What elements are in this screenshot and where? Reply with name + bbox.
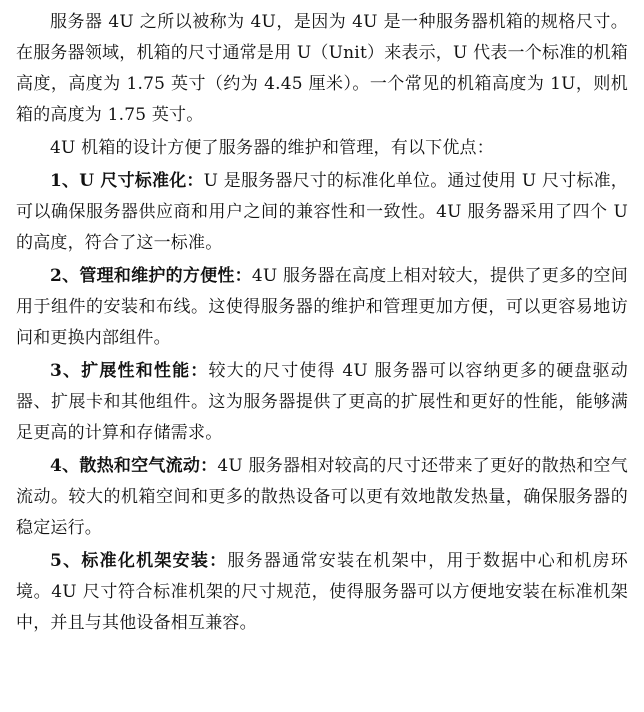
lead-paragraph: 4U 机箱的设计方便了服务器的维护和管理，有以下优点： [50, 138, 494, 158]
point-text-2: 4U 服务器在高度上相对较大，提供了更多的空间用于组件的安装和布线。这使得服务器的维护和管理更加方便，可以更容易地访问和更换内部组件。 [16, 266, 628, 348]
point-heading-3: 3、扩展性和性能： [50, 361, 209, 381]
point-heading-1: 1、U 尺寸标准化： [50, 171, 204, 191]
point-heading-5: 5、标准化机架安装： [50, 551, 228, 571]
point-heading-4: 4、散热和空气流动： [50, 456, 218, 476]
point-text-5: 服务器通常安装在机架中，用于数据中心和机房环境。4U 尺寸符合标准机架的尺寸规范，使得服务器可以方便地安装在标准机架中，并且与其他设备相互兼容。 [16, 551, 628, 633]
point-text-3: 较大的尺寸使得 4U 服务器可以容纳更多的硬盘驱动器、扩展卡和其他组件。这为服务器提供了更高的扩展性和更好的性能，能够满足更高的计算和存储需求。 [16, 361, 628, 443]
point-paragraph-1 [16, 166, 628, 259]
point-heading-2: 2、管理和维护的方便性： [50, 266, 252, 286]
point-paragraph-4 [16, 451, 628, 544]
point-paragraph-5 [16, 546, 628, 639]
point-text-1: U 是服务器尺寸的标准化单位。通过使用 U 尺寸标准，可以确保服务器供应商和用户之间的兼容性和一致性。4U 服务器采用了四个 U 的高度，符合了这一标准。 [16, 171, 629, 253]
intro-paragraph: 服务器 4U 之所以被称为 4U，是因为 4U 是一种服务器机箱的规格尺寸。在服务器领域，机箱的尺寸通常是用 U（Unit）来表示，U 代表一个标准的机箱高度，高度为 1.75 英寸（约为 4.45 厘米）。一个常见的机箱高度为 1U，则机箱的高度为 1.75 英寸。 [16, 12, 628, 125]
document-body [16, 7, 628, 641]
point-paragraph-2 [16, 261, 628, 354]
point-text-4: 4U 服务器相对较高的尺寸还带来了更好的散热和空气流动。较大的机箱空间和更多的散热设备可以更有效地散发热量，确保服务器的稳定运行。 [16, 456, 628, 538]
point-paragraph-3 [16, 356, 628, 449]
